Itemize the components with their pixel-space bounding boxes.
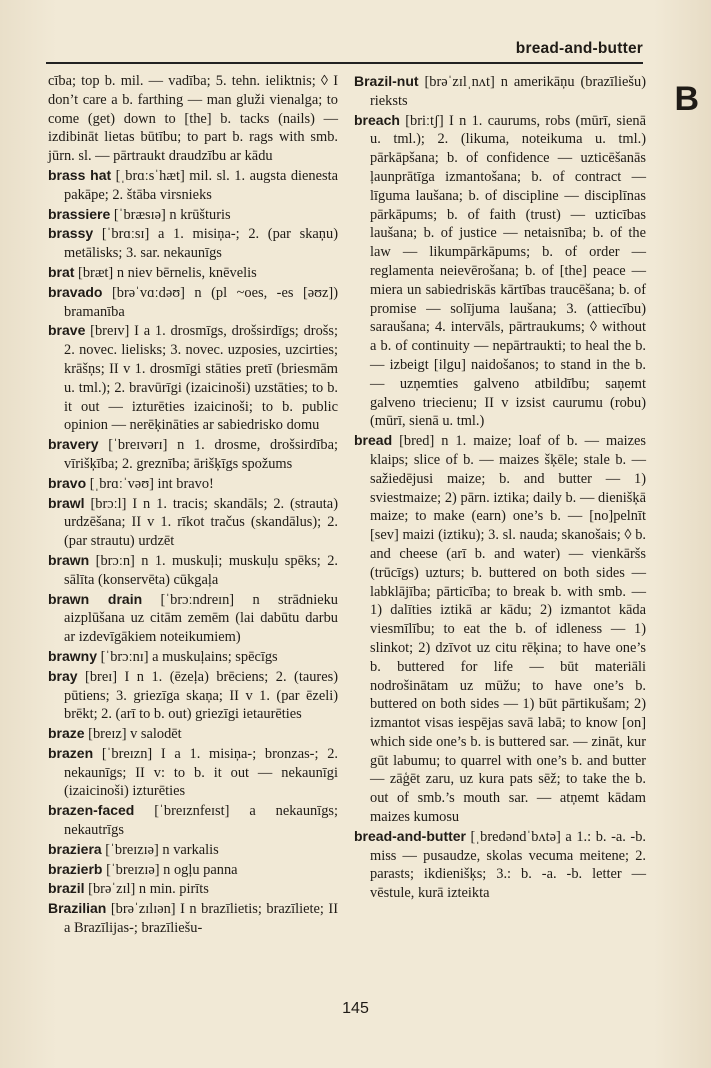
dictionary-entry bbox=[48, 860, 338, 880]
entry-headword: brassiere bbox=[48, 205, 111, 222]
entry-definition: [ˈbræsɪə] n krūšturis bbox=[110, 206, 231, 223]
dictionary-entry bbox=[48, 724, 338, 744]
header-rule bbox=[46, 62, 643, 64]
dictionary-entry bbox=[48, 494, 338, 551]
entry-definition: [ˈbreɪzɪə] n ogļu panna bbox=[102, 861, 238, 878]
entry-headword: Brazilian bbox=[48, 900, 107, 917]
entry-definition: [breɪv] I a 1. drosmīgs, drošsirdīgs; drošs; 2. novec. lielisks; 3. novec. uzposies, uzcirties; krāšņs; II v 1. drosmīgi stāties pretī (briesmām u. tml.); 2. bravūrīgi (izaicinoši) uzstāties; to b. it out — izturēties izaicinoši; to b. public opinion — nerēķināties ar sabiedrisko domu bbox=[64, 323, 338, 434]
entry-headword: bray bbox=[48, 667, 78, 684]
right-column bbox=[354, 72, 646, 903]
dictionary-entry bbox=[48, 263, 338, 283]
dictionary-entry bbox=[48, 879, 338, 899]
entry-headword: breach bbox=[354, 111, 400, 128]
dictionary-entry bbox=[48, 474, 338, 494]
entry-headword: brass hat bbox=[48, 166, 112, 183]
entry-definition: [ˈbrɔːndreɪn] n strādnieku aizplūšana uz citām zemēm (lai dabūtu darbu ar izdevīgākiem noteikumiem) bbox=[64, 591, 338, 646]
entry-headword: braze bbox=[48, 725, 85, 742]
dictionary-entry bbox=[354, 72, 646, 111]
entry-headword: brawn drain bbox=[48, 590, 143, 607]
entry-definition: [ˈbreɪzɪə] n varkalis bbox=[101, 841, 219, 858]
entry-definition: [brəˈvɑːdəʊ] n (pl ~oes, -es [əʊz]) bramanība bbox=[64, 284, 338, 320]
left-column bbox=[48, 72, 338, 938]
dictionary-entry bbox=[48, 551, 338, 590]
entry-definition: [ˌbredəndˈbʌtə] a 1.: b. -a. -b. miss — pusaudze, skolas vecuma meitene; 2. parasts; ikdienišķs; 3.: b. -a. -b. letter — vēstule, kurā izteikta bbox=[370, 828, 646, 902]
dictionary-entry bbox=[48, 72, 338, 166]
running-head: bread-and-butter bbox=[515, 40, 643, 57]
entry-definition: [bred] n 1. maize; loaf of b. — maizes klaips; slice of b. — maizes šķēle; stale b. — sažiedējusi maize; b. and butter — 1) sviestmaize; 2) pārn. iztika; daily b. — dienišķā maize; to make (earn) one’s b. — [no]pelnīt [sev] maizi (iztiku); 3. sl. nauda; skanošais; ◊ b. and cheese (arī b. and water) — vienkāršs (trūcīgs) uzturs; b. buttered on both sides — labklājība; pārticība; to break b. with smb. — 1) dalīties iztikā ar kādu; 2) izmantot kāda viesmīlību; to eat the b. of idleness — 1) slinkot; 2) dzīvot uz citu rēķina; to have one’s b. buttered for life — būt materiāli nodrošinātam uz mūžu; to have one’s b. buttered on both sides — 1) būt pārtikušam; 2) izmantot visas iespējas savā labā; to know [on] which side one’s b. is buttered sar. — zināt, kur gūt labumu; to quarrel with one’s b. and butter — zāģēt zaru, uz kura pats sēž; to take the b. out of smb.’s mouth sar. — atņemt kādam maizes kumosu bbox=[370, 433, 646, 826]
dictionary-entry bbox=[48, 435, 338, 474]
entry-headword: brazen bbox=[48, 744, 94, 761]
entry-headword: brat bbox=[48, 263, 75, 280]
dictionary-entry bbox=[48, 801, 338, 840]
entry-definition: [ˈbreɪzn] I a 1. misiņa-; bronzas-; 2. nekaunīgs; II v: to b. it out — nekaunīgi (izaicinoši) izturēties bbox=[64, 745, 338, 800]
entry-definition: [ˈbreɪvərɪ] n 1. drosme, drošsirdība; vīrišķība; 2. greznība; ārišķīgs spožums bbox=[64, 437, 338, 472]
dictionary-entry bbox=[354, 827, 646, 903]
entry-headword: brawny bbox=[48, 647, 98, 664]
entry-definition: [brɔːn] n 1. muskuļi; muskuļu spēks; 2. sālīta (konservēta) cūkgaļa bbox=[64, 552, 338, 588]
entry-definition: [breɪz] v salodēt bbox=[84, 726, 182, 743]
section-letter-tab: B bbox=[674, 80, 699, 118]
dictionary-entry bbox=[354, 431, 646, 827]
entry-definition: [ˌbrɑːˈvəʊ] int bravo! bbox=[86, 475, 214, 492]
entry-definition: [brəˈzɪlˌnʌt] n amerikāņu (brazīliešu) rieksts bbox=[370, 74, 646, 109]
dictionary-entry bbox=[48, 647, 338, 667]
entry-headword: bravado bbox=[48, 283, 103, 300]
dictionary-entry bbox=[48, 224, 338, 263]
entry-definition: [ˈbrɔːnɪ] a muskuļains; spēcīgs bbox=[97, 648, 278, 665]
dictionary-entry bbox=[48, 283, 338, 322]
dictionary-entry bbox=[48, 166, 338, 205]
dictionary-entry bbox=[48, 744, 338, 801]
entry-definition: [brəˈzɪlɪən] I n brazīlietis; brazīliete; II a Brazīlijas-; brazīliešu- bbox=[64, 901, 338, 937]
entry-definition: [briːtʃ] I n 1. caurums, robs (mūrī, sienā u. tml.); 2. (likuma, noteikuma u. tml.) pārkāpšana; b. of confidence — uzticēšanās ļaunprātīga izmantošana; b. of contract — līguma laušana; b. of discipline — disciplīnas pārkāpums; b. of faith (trust) — uzticības laušana; b. of justice — netaisnība; b. of the law — likumpārkāpums; b. of order — reglamenta neievērošana; b. of [the] peace — miera un sabiedriskās kārtības traucēšana; b. of promise — solījuma laušana; 3. (attiecību) saraušana; 4. intervāls, pārtraukums; ◊ without a b. of continuity — nepārtraukti; to heal the b. — izbeigt [ilgu] naidošanos; to stand in the b. — uzņemties galveno atbildību; saņemt galveno triecienu; II v izsist caurumu (robu) (mūrī, sienā u. tml.) bbox=[370, 112, 646, 430]
entry-definition: [breɪ] I n 1. (ēzeļa) brēciens; 2. (taures) pūtiens; 3. griezīga skaņa; II v 1. (par ēzeli) brēkt; 2. (arī to b. out) griezīgi ietaurēties bbox=[64, 668, 338, 723]
entry-headword: brawn bbox=[48, 551, 90, 568]
entry-headword: brawl bbox=[48, 494, 85, 511]
dictionary-entry bbox=[48, 667, 338, 724]
entry-headword: Brazil-nut bbox=[354, 73, 419, 89]
entry-headword: braziera bbox=[48, 840, 102, 857]
entry-definition: [bræt] n niev bērnelis, knēvelis bbox=[74, 264, 257, 281]
entry-headword: brazierb bbox=[48, 860, 103, 877]
dictionary-entry bbox=[48, 590, 338, 647]
entry-headword: bravo bbox=[48, 474, 87, 491]
entry-headword: bread bbox=[354, 432, 393, 449]
page-header bbox=[0, 40, 711, 64]
entry-definition: [ˈbreɪznfeɪst] a nekaunīgs; nekautrīgs bbox=[64, 803, 338, 839]
entry-headword: brazil bbox=[48, 880, 85, 897]
page-number: 145 bbox=[342, 1000, 369, 1017]
entry-headword: brave bbox=[48, 322, 86, 339]
entry-definition: [ˌbrɑːsˈhæt] mil. sl. 1. augsta dienesta pakāpe; 2. štāba virsnieks bbox=[64, 167, 338, 203]
entry-definition: cība; top b. mil. — vadība; 5. tehn. ieliktnis; ◊ I don’t care a b. farthing — man gluži vienalga; to come (get) down to [the] b. tacks (nails) — izdibināt lietas būtību; to part b. rags with smb. jūrn. sl. — pārtraukt draudzību ar kādu bbox=[48, 73, 338, 165]
entry-definition: [ˈbrɑːsɪ] a 1. misiņa-; 2. (par skaņu) metālisks; 3. sar. nekaunīgs bbox=[64, 226, 338, 262]
entry-headword: brazen-faced bbox=[48, 802, 135, 819]
dictionary-entry bbox=[354, 111, 646, 432]
dictionary-entry bbox=[48, 899, 338, 938]
entry-headword: brassy bbox=[48, 225, 94, 242]
entry-definition: [brəˈzɪl] n min. pirīts bbox=[84, 881, 209, 898]
entry-headword: bread-and-butter bbox=[354, 827, 466, 844]
dictionary-entry bbox=[48, 321, 338, 435]
dictionary-entry bbox=[48, 840, 338, 860]
dictionary-entry bbox=[48, 205, 338, 225]
entry-headword: bravery bbox=[48, 436, 99, 453]
entry-definition: [brɔːl] I n 1. tracis; skandāls; 2. (strauta) urdzēšana; II v 1. rīkot tračus (skandālus); 2. (par strautu) urdzēt bbox=[64, 495, 338, 550]
